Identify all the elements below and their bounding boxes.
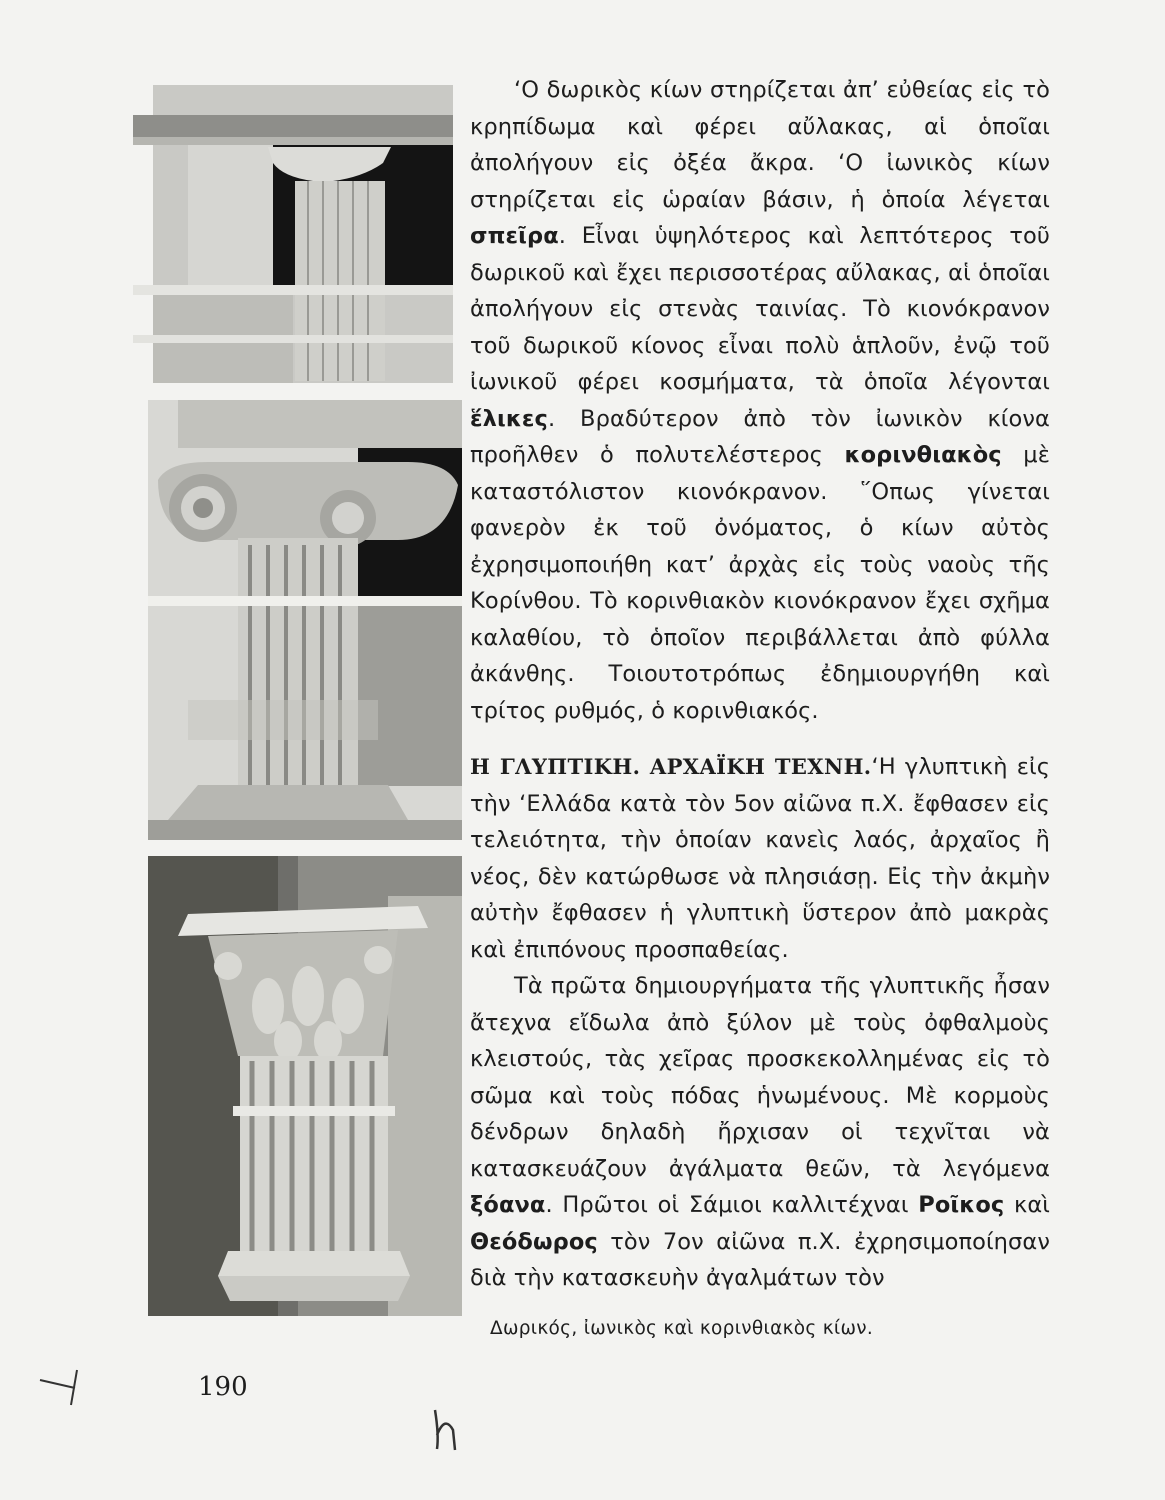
term-korinthiakos: κορινθιακὸς	[844, 442, 1002, 468]
text-run: . Πρῶτοι οἱ Σάμιοι καλλιτέχναι	[545, 1192, 919, 1218]
figure-caption: Δωρικός, ἰωνικὸς καὶ κορινθιακὸς κίων.	[490, 1318, 874, 1339]
page-number: 190	[198, 1372, 248, 1402]
text-run: . Εἶναι ὑψηλότερος καὶ λεπτότερος τοῦ δωρικοῦ καὶ ἔχει περισσοτέρας αὔλακας, αἱ ὁποῖαι ἀπολήγουν εἰς στενὰς ταινίας. Τὸ κιονόκρανον τοῦ δωρικοῦ κίονος εἶναι πολὺ ἁπλοῦν, ἐνῷ τοῦ ἰωνικοῦ φέρει κοσμήματα, τὰ ὁποῖα λέγονται	[470, 223, 1050, 395]
ionic-column-photo	[148, 400, 462, 840]
paragraph-sculpture	[470, 749, 1050, 968]
doric-column-photo	[133, 85, 453, 383]
text-run: μὲ καταστόλιστον κιονόκρανον. ῞Οπως γίνεται φανερὸν ἐκ τοῦ ὀνόματος, ὁ κίων αὐτὸς ἐχρησιμοποιήθη κατ’ ἀρχὰς εἰς τοὺς ναοὺς τῆς Κορίνθου. Τὸ κορινθιακὸν κιονόκρανον ἔχει σχῆμα καλαθίου, τὸ ὁποῖον περιβάλλεται ἀπὸ φύλλα ἀκάνθης. Τοιουτοτρόπως ἐδημιουργήθη καὶ τρίτος ρυθμός, ὁ κορινθιακός.	[470, 442, 1050, 724]
text-run: Τὰ πρῶτα δημιουργήματα τῆς γλυπτικῆς ἦσαν ἄτεχνα εἴδωλα ἀπὸ ξύλον μὲ τοὺς ὀφθαλμοὺς κλειστούς, τὰς χεῖρας προσκεκολλημένας εἰς τὸ σῶμα καὶ τοὺς πόδας ἡνωμένους. Μὲ κορμοὺς δένδρων δηλαδὴ ἤρχισαν οἱ τεχνῖται νὰ κατασκευάζουν ἀγάλματα θεῶν, τὰ λεγόμενα	[470, 973, 1050, 1182]
main-text-column	[470, 72, 1050, 1297]
corinthian-column-photo	[148, 856, 462, 1316]
term-theodoros: Θεόδωρος	[470, 1228, 598, 1255]
term-xoana: ξόανα	[470, 1192, 546, 1218]
text-run: ‘Η γλυπτικὴ εἰς τὴν ‘Ελλάδα κατὰ τὸν 5ον αἰῶνα π.Χ. ἔφθασεν εἰς τελειότητα, τὴν ὁποίαν κανεὶς λαός, ἀρχαῖος ἢ νέος, δὲν κατώρθωσε νὰ πλησιάσῃ. Εἰς τὴν ἀκμὴν αὐτὴν ἔφθασεν ἡ γλυπτικὴ ὕστερον ἀπὸ μακρὰς καὶ ἐπιπόνους προσπαθείας.	[470, 754, 1051, 963]
section-heading: Η ΓΛΥΠΤΙΚΗ. ΑΡΧΑΪΚΗ ΤΕΧΝΗ.	[470, 754, 872, 779]
text-run: ‘Ο δωρικὸς κίων στηρίζεται ἀπ’ εὐθείας εἰς τὸ κρηπίδωμα καὶ φέρει αὔλακας, αἱ ὁποῖαι ἀπολήγουν εἰς ὀξέα ἄκρα. ‘Ο ἰωνικὸς κίων στηρίζεται εἰς ὡραίαν βάσιν, ἡ ὁποία λέγεται	[470, 77, 1050, 213]
text-run: καὶ	[1004, 1192, 1050, 1218]
text-run: . Βραδύτερον ἀπὸ τὸν ἰωνικὸν κίονα προῆλθεν ὁ πολυτελέστερος	[470, 405, 1050, 468]
pen-mark	[425, 1405, 465, 1455]
term-speira: σπεῖρα	[470, 223, 559, 249]
paragraph-columns	[470, 72, 1050, 729]
text-run: τὸν 7ον αἰῶνα π.Χ. ἐχρησιμοποίησαν διὰ τὴν κατασκευὴν ἀγαλμάτων τὸν	[470, 1228, 1050, 1291]
term-roikos: Ροῖκος	[918, 1192, 1005, 1218]
term-elikes: ἕλικες	[470, 405, 548, 432]
pen-mark	[35, 1360, 95, 1410]
paragraph-xoana	[470, 968, 1050, 1297]
